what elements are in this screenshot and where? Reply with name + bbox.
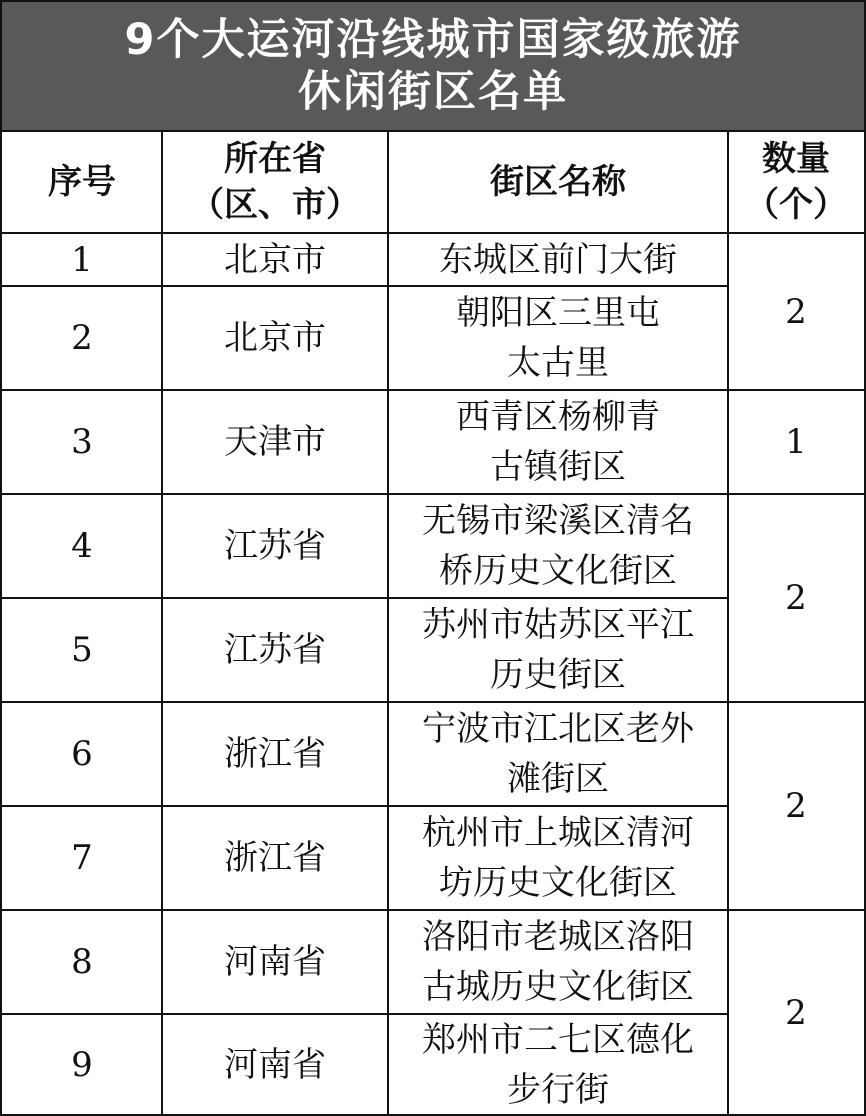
table-row-7-index: 7 (71, 838, 93, 878)
header-index (2, 132, 162, 232)
table-row-6-province: 浙江省 (224, 734, 326, 774)
table-row-2-name (388, 287, 728, 389)
row-6-name-line-2: 滩街区 (507, 759, 609, 799)
table-row-5-name (388, 599, 728, 701)
table-row-8-name (388, 911, 728, 1013)
row-4-name-line-2: 桥历史文化街区 (439, 551, 677, 591)
grid-line-h2 (2, 389, 864, 391)
table-row-8-index: 8 (71, 942, 93, 982)
table-row-3-name (388, 391, 728, 493)
header-province-line-1: 所在省 (224, 139, 326, 179)
table-row-4-index: 4 (71, 526, 93, 566)
grid-line-h5 (2, 701, 864, 703)
row-2-name-line-1: 朝阳区三里屯 (456, 293, 660, 333)
row-9-name-line-1: 郑州市二七区德化 (422, 1019, 694, 1060)
header-name (388, 132, 728, 232)
table-row-8-province: 河南省 (224, 942, 326, 982)
table-row-5-province: 江苏省 (224, 630, 326, 670)
header-province-line-2: （区、市） (190, 185, 360, 225)
table-row-4-province: 江苏省 (224, 526, 326, 566)
header-count-line-1: 数量 (762, 139, 830, 179)
table-row-9-province: 河南省 (224, 1044, 326, 1085)
header-index-label: 序号 (48, 162, 116, 202)
grid-line-h-header (2, 232, 864, 234)
table-row-6-index: 6 (71, 734, 93, 774)
table-row-5-index: 5 (71, 630, 93, 670)
table-row-2-index: 2 (71, 318, 93, 358)
row-3-name-line-2: 古镇街区 (490, 447, 626, 487)
row-8-name-line-2: 古城历史文化街区 (422, 967, 694, 1007)
grid-line-v2 (387, 130, 389, 1116)
header-count-line-2: （个） (745, 185, 847, 225)
grid-line-h8 (2, 1013, 728, 1015)
table-row-3-index: 3 (71, 422, 93, 462)
table-row-9-index: 9 (71, 1044, 93, 1085)
table-row-2-province: 北京市 (224, 318, 326, 358)
row-4-name-line-1: 无锡市梁溪区清名 (422, 501, 694, 541)
header-name-label: 街区名称 (490, 162, 626, 202)
row-2-name-line-2: 太古里 (507, 343, 609, 383)
title-line-1: 9个大运河沿线城市国家级旅游 (124, 15, 742, 65)
row-5-name-line-2: 历史街区 (490, 655, 626, 695)
row-1-name-line-1: 东城区前门大街 (439, 239, 677, 280)
count-tianjin: 1 (785, 422, 807, 462)
title-bar (2, 2, 864, 132)
header-province (162, 132, 388, 232)
grid-line-h3 (2, 493, 864, 495)
table-row-4-name (388, 495, 728, 597)
title-line-2: 休闲街区名单 (298, 67, 568, 117)
table-row-1-name (388, 234, 728, 285)
count-zhejiang: 2 (785, 786, 807, 826)
row-3-name-line-1: 西青区杨柳青 (456, 397, 660, 437)
grid-line-h7 (2, 909, 864, 911)
count-beijing: 2 (785, 291, 807, 332)
grid-line-v1 (161, 130, 163, 1116)
row-6-name-line-1: 宁波市江北区老外 (422, 709, 694, 749)
grid-line-h1 (2, 285, 728, 287)
row-8-name-line-1: 洛阳市老城区洛阳 (422, 917, 694, 957)
count-henan: 2 (785, 992, 807, 1033)
header-count (728, 132, 864, 232)
table-row-6-name (388, 703, 728, 805)
grid-line-h4 (2, 597, 728, 599)
table-row-7-province: 浙江省 (224, 838, 326, 878)
table-row-9-name (388, 1015, 728, 1114)
row-7-name-line-1: 杭州市上城区清河 (422, 813, 694, 853)
table-row-1-province: 北京市 (224, 239, 326, 280)
count-jiangsu: 2 (785, 578, 807, 618)
row-9-name-line-2: 步行街 (507, 1069, 609, 1110)
table-row-1-index: 1 (71, 239, 93, 280)
table-row-3-province: 天津市 (224, 422, 326, 462)
table-row-7-name (388, 807, 728, 909)
grid-line-h6 (2, 805, 728, 807)
row-5-name-line-1: 苏州市姑苏区平江 (422, 605, 694, 645)
row-7-name-line-2: 坊历史文化街区 (439, 863, 677, 903)
grid-line-v3 (727, 130, 729, 1116)
